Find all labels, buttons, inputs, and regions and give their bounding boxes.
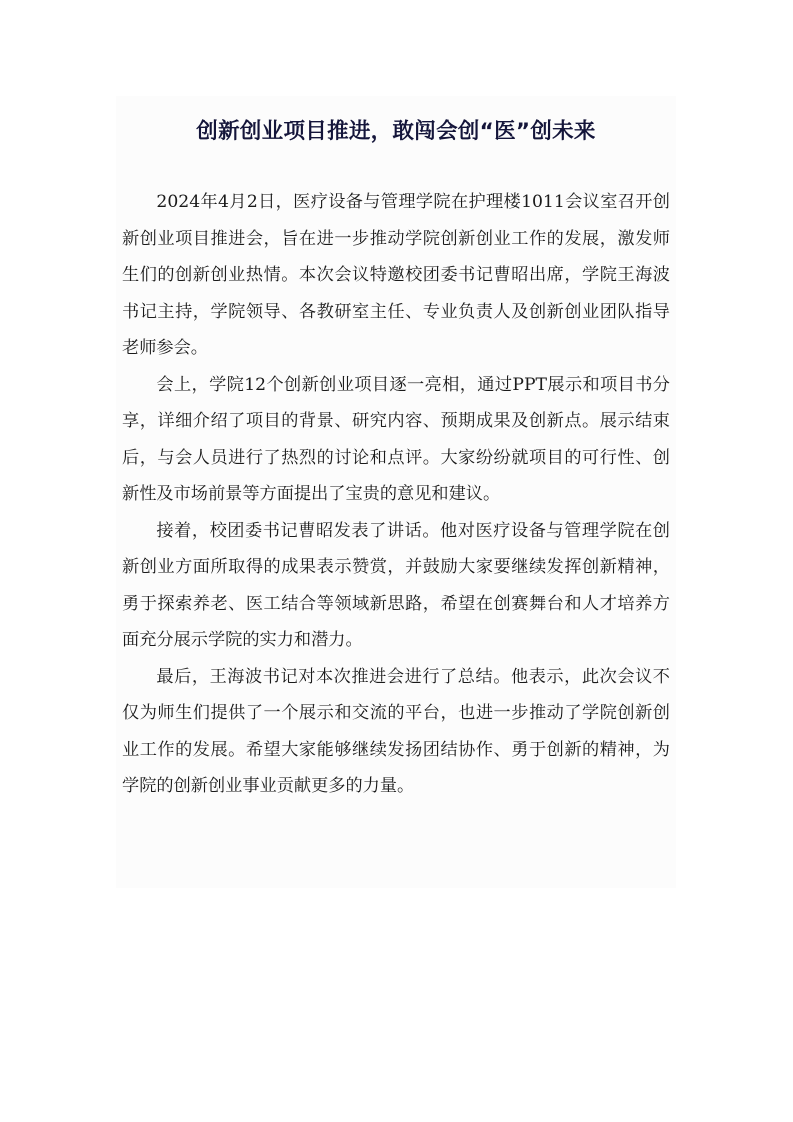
document-body [122, 184, 670, 805]
paragraph-project-showcase: 会上，学院12个创新创业项目逐一亮相，通过PPT展示和项目书分享，详细介绍了项目的背景、研究内容、预期成果及创新点。展示结束后，与会人员进行了热烈的讨论和点评。大家纷纷就项目的可行性、创新性及市场前景等方面提出了宝贵的意见和建议。 [122, 374, 670, 504]
paragraph-summary: 最后，王海波书记对本次推进会进行了总结。他表示，此次会议不仅为师生们提供了一个展示和交流的平台，也进一步推动了学院创新创业工作的发展。希望大家能够继续发扬团结协作、勇于创新的精神，为学院的创新创业事业贡献更多的力量。 [122, 666, 670, 796]
paragraph-meeting-intro: 2024年4月2日，医疗设备与管理学院在护理楼1011会议室召开创新创业项目推进会，旨在进一步推动学院创新创业工作的发展，激发师生们的创新创业热情。本次会议特邀校团委书记曹昭出席，学院王海波书记主持，学院领导、各教研室主任、专业负责人及创新创业团队指导老师参会。 [122, 192, 670, 358]
document-title: 创新创业项目推进，敢闯会创“医”创未来 [196, 119, 596, 145]
paragraph-secretary-speech: 接着，校团委书记曹昭发表了讲话。他对医疗设备与管理学院在创新创业方面所取得的成果表示赞赏，并鼓励大家要继续发挥创新精神，勇于探索养老、医工结合等领域新思路，希望在创赛舞台和人才培养方面充分展示学院的实力和潜力。 [122, 520, 670, 650]
